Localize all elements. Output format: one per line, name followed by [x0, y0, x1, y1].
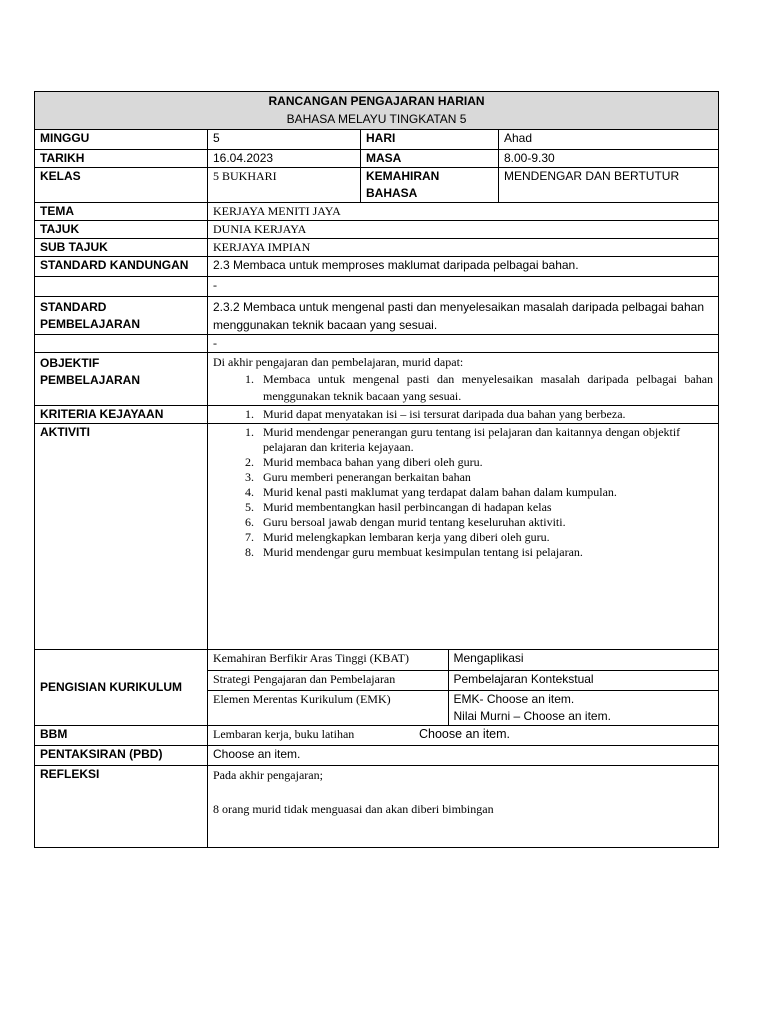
- value-masa: 8.00-9.30: [499, 150, 719, 168]
- label-bbm: BBM: [35, 726, 208, 746]
- list-item: 1. Murid mendengar penerangan guru tentang isi pelajaran dan kaitannya dengan objektif pelajaran dan kriteria kejayaan.: [257, 425, 713, 455]
- pengisian-key: Strategi Pengajaran dan Pembelajaran: [208, 670, 448, 690]
- bbm-cell: [208, 726, 719, 746]
- value-sub-tajuk: KERJAYA IMPIAN: [208, 239, 719, 257]
- refleksi-line-1: Pada akhir pengajaran;: [213, 768, 323, 782]
- label-standard-kandungan: STANDARD KANDUNGAN: [35, 257, 208, 277]
- value-minggu: 5: [208, 130, 361, 150]
- lesson-plan-sheet: [34, 91, 718, 848]
- extra-standard-pembelajaran: -: [208, 335, 719, 353]
- label-refleksi: REFLEKSI: [35, 766, 208, 848]
- pentaksiran-dropdown[interactable]: Choose an item.: [208, 746, 719, 766]
- header-cell: [35, 92, 719, 130]
- objektif-list: [213, 371, 713, 405]
- value-standard-kandungan: 2.3 Membaca untuk memproses maklumat daripada pelbagai bahan.: [208, 257, 719, 277]
- list-item: 7. Murid melengkapkan lembaran kerja yang diberi oleh guru.: [257, 530, 713, 545]
- empty-cell: [35, 277, 208, 297]
- kriteria-list: [213, 406, 713, 423]
- label-pentaksiran: PENTAKSIRAN (PBD): [35, 746, 208, 766]
- pengisian-value: Pembelajaran Kontekstual: [448, 670, 718, 690]
- objektif-cell: [208, 353, 719, 406]
- pengisian-cell: [208, 650, 719, 726]
- aktiviti-cell: [208, 424, 719, 650]
- label-kriteria: KRITERIA KEJAYAAN: [35, 406, 208, 424]
- value-tema: KERJAYA MENITI JAYA: [208, 203, 719, 221]
- label-masa: MASA: [361, 150, 499, 168]
- list-item: 3. Guru memberi penerangan berkaitan bahan: [257, 470, 713, 485]
- pengisian-key: Elemen Merentas Kurikulum (EMK): [208, 690, 448, 725]
- label-objektif: OBJEKTIF PEMBELAJARAN: [35, 353, 208, 406]
- extra-standard-kandungan: -: [208, 277, 719, 297]
- list-item: 2. Murid membaca bahan yang diberi oleh guru.: [257, 455, 713, 470]
- list-item: 1. Membaca untuk mengenal pasti dan menyelesaikan masalah daripada pelbagai bahan menggunakan teknik bacaan yang sesuai.: [257, 371, 713, 405]
- list-item: 5. Murid membentangkan hasil perbincangan di hadapan kelas: [257, 500, 713, 515]
- label-tarikh: TARIKH: [35, 150, 208, 168]
- pengisian-value: Mengaplikasi: [448, 650, 718, 670]
- bbm-value: Lembaran kerja, buku latihan: [213, 727, 355, 741]
- aktiviti-list: [213, 425, 713, 560]
- label-kemahiran-bahasa: KEMAHIRAN BAHASA: [361, 168, 499, 203]
- value-standard-pembelajaran: 2.3.2 Membaca untuk mengenal pasti dan menyelesaikan masalah daripada pelbagai bahan menggunakan teknik bacaan yang sesuai.: [208, 297, 719, 335]
- list-item: 8. Murid mendengar guru membuat kesimpulan tentang isi pelajaran.: [257, 545, 713, 560]
- label-hari: HARI: [361, 130, 499, 150]
- label-tema: TEMA: [35, 203, 208, 221]
- objektif-intro: Di akhir pengajaran dan pembelajaran, murid dapat:: [213, 355, 464, 369]
- label-minggu: MINGGU: [35, 130, 208, 150]
- label-pengisian: PENGISIAN KURIKULUM: [35, 650, 208, 726]
- lesson-plan-table: [34, 91, 719, 848]
- value-hari: Ahad: [499, 130, 719, 150]
- pengisian-value-cell: [448, 690, 718, 725]
- empty-cell: [35, 335, 208, 353]
- label-aktiviti: AKTIVITI: [35, 424, 208, 650]
- label-tajuk: TAJUK: [35, 221, 208, 239]
- document-subtitle: BAHASA MELAYU TINGKATAN 5: [286, 112, 467, 126]
- refleksi-line-2: 8 orang murid tidak menguasai dan akan diberi bimbingan: [213, 802, 494, 816]
- list-item: 6. Guru bersoal jawab dengan murid tentang keseluruhan aktiviti.: [257, 515, 713, 530]
- kriteria-cell: [208, 406, 719, 424]
- list-item: 1. Murid dapat menyatakan isi – isi tersurat daripada dua bahan yang berbeza.: [257, 406, 713, 423]
- pengisian-subtable: [208, 650, 718, 725]
- document-title: RANCANGAN PENGAJARAN HARIAN: [268, 94, 485, 108]
- value-kelas: 5 BUKHARI: [208, 168, 361, 203]
- label-sub-tajuk: SUB TAJUK: [35, 239, 208, 257]
- value-kemahiran-bahasa: MENDENGAR DAN BERTUTUR: [499, 168, 719, 203]
- label-kelas: KELAS: [35, 168, 208, 203]
- pengisian-key: Kemahiran Berfikir Aras Tinggi (KBAT): [208, 650, 448, 670]
- emk-dropdown[interactable]: EMK- Choose an item.: [453, 691, 575, 706]
- label-standard-pembelajaran: STANDARD PEMBELAJARAN: [35, 297, 208, 335]
- list-item: 4. Murid kenal pasti maklumat yang terdapat dalam bahan dalam kumpulan.: [257, 485, 713, 500]
- refleksi-spacer: [213, 784, 713, 801]
- value-tarikh: 16.04.2023: [208, 150, 361, 168]
- bbm-dropdown[interactable]: Choose an item.: [419, 727, 511, 741]
- value-tajuk: DUNIA KERJAYA: [208, 221, 719, 239]
- refleksi-cell: [208, 766, 719, 848]
- nilai-murni-dropdown[interactable]: Nilai Murni – Choose an item.: [453, 708, 611, 723]
